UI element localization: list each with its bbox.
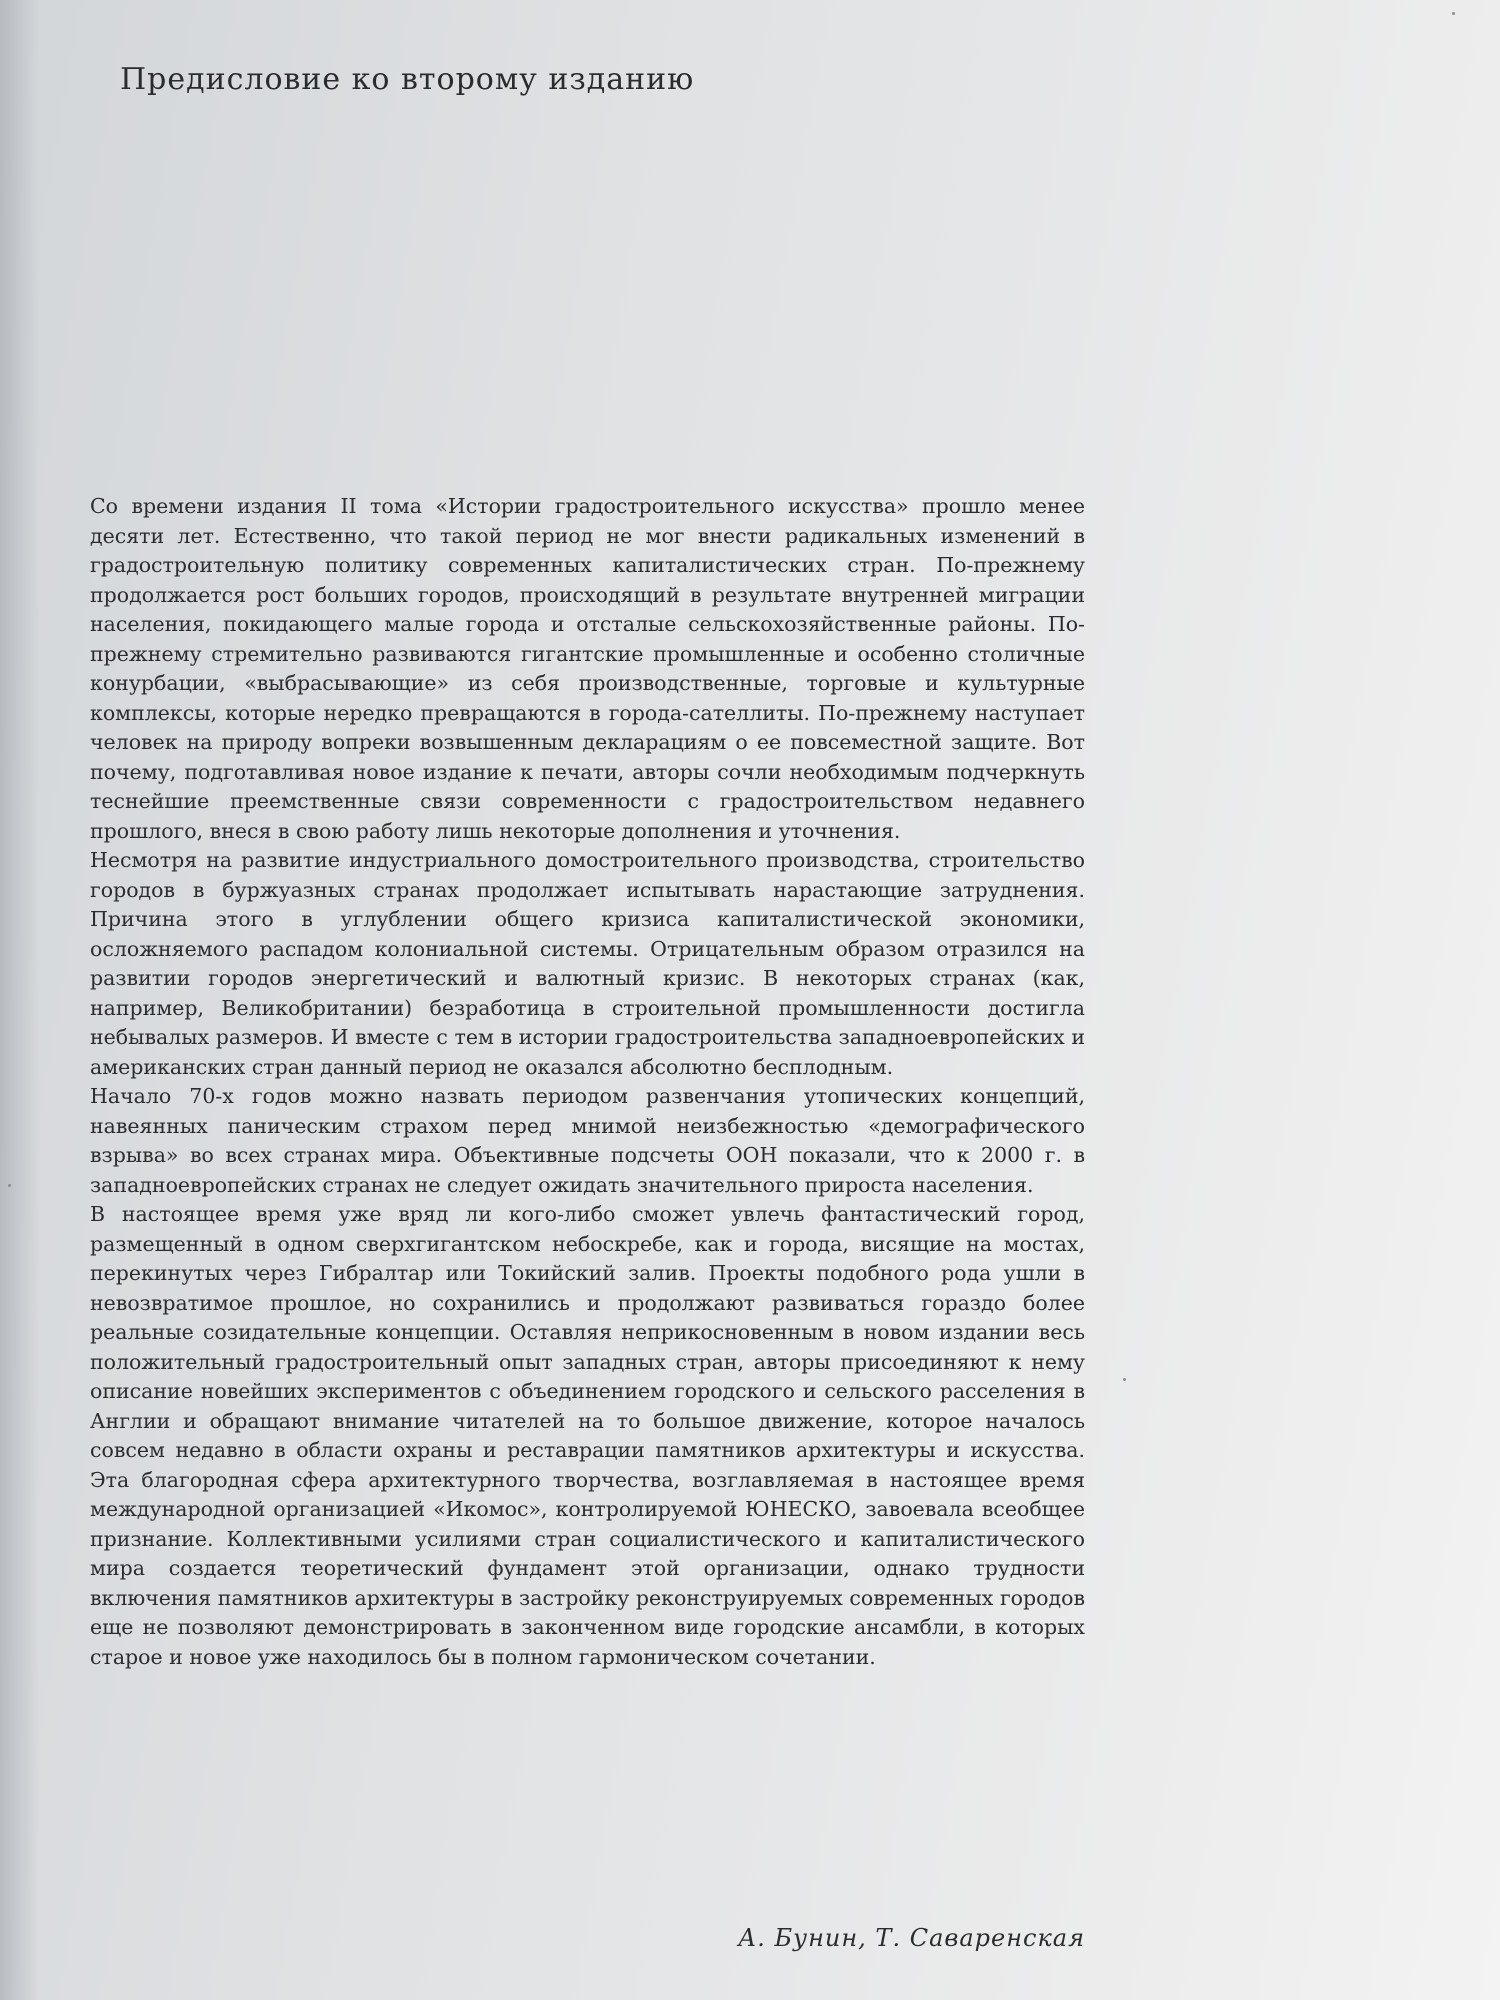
paragraph-2: Несмотря на развитие индустриального домостроительного производства, строительство городов в буржуазных странах продолжает испытывать нарастающие затруднения. Причина этого в углублении общего кризиса капиталистической экономики, осложняемого распадом колониальной системы. Отрицательным образом отразился на развитии городов энергетический и валютный кризис. В некоторых странах (как, например, Великобритании) безработица в строительной промышленности достигла небывалых размеров. И вместе с тем в истории градостроительства западноевропейских и американских стран данный период не оказался абсолютно бесплодным.: [90, 848, 1085, 1079]
author-signature: А. Бунин, Т. Саваренская: [738, 1924, 1085, 1952]
page-edge-shadow: [0, 0, 40, 2000]
paragraph-4: В настоящее время уже вряд ли кого-либо сможет увлечь фантастический город, размещенный в одном сверхгигантском небоскребе, как и города, висящие на мостах, перекинутых через Гибралтар или Токийский залив. Проекты подобного рода ушли в невозвратимое прошлое, но сохранились и продолжают развиваться гораздо более реальные созидательные концепции. Оставляя неприкосновенным в новом издании весь положительный градостроительный опыт западных стран, авторы присоединяют к нему описание новейших экспериментов с объединением городского и сельского расселения в Англии и обращают внимание читателей на то большое движение, которое началось совсем недавно в области охраны и реставрации памятников архитектуры и искусства. Эта благородная сфера архитектурного творчества, возглавляемая в настоящее время международной организацией «Икомос», контролируемой ЮНЕСКО, завоевала всеобщее признание. Коллективными усилиями стран социалистического и капиталистического мира создается теоретический фундамент этой организации, однако трудности включения памятников архитектуры в застройку реконструируемых современных городов еще не позволяют демонстрировать в законченном виде городские ансамбли, в которых старое и новое уже находилось бы в полном гармоническом сочетании.: [90, 1202, 1085, 1669]
page-title: Предисловие ко второму изданию: [120, 62, 695, 97]
preface-body: [90, 492, 1085, 1672]
paragraph-1: Со времени издания II тома «Истории градостроительного искусства» прошло менее десяти лет. Естественно, что такой период не мог внести радикальных изменений в градостроительную политику современных капиталистических стран. По-прежнему продолжается рост больших городов, происходящий в результате внутренней миграции населения, покидающего малые города и отсталые сельскохозяйственные районы. По-прежнему стремительно развиваются гигантские промышленные и особенно столичные конурбации, «выбрасывающие» из себя производственные, торговые и культурные комплексы, которые нередко превращаются в города-сателлиты. По-прежнему наступает человек на природу вопреки возвышенным декларациям о ее повсеместной защите. Вот почему, подготавливая новое издание к печати, авторы сочли необходимым подчеркнуть теснейшие преемственные связи современности с градостроительством недавнего прошлого, внеся в свою работу лишь некоторые дополнения и уточнения.: [90, 494, 1085, 843]
paper-speck: [1452, 12, 1455, 15]
paper-speck: [8, 1184, 11, 1187]
paper-speck: [1123, 1378, 1126, 1381]
paragraph-3: Начало 70-х годов можно назвать периодом развенчания утопических концепций, навеянных паническим страхом перед мнимой неизбежностью «демографического взрыва» во всех странах мира. Объективные подсчеты ООН показали, что к 2000 г. в западноевропейских странах не следует ожидать значительного прироста населения.: [90, 1084, 1085, 1197]
